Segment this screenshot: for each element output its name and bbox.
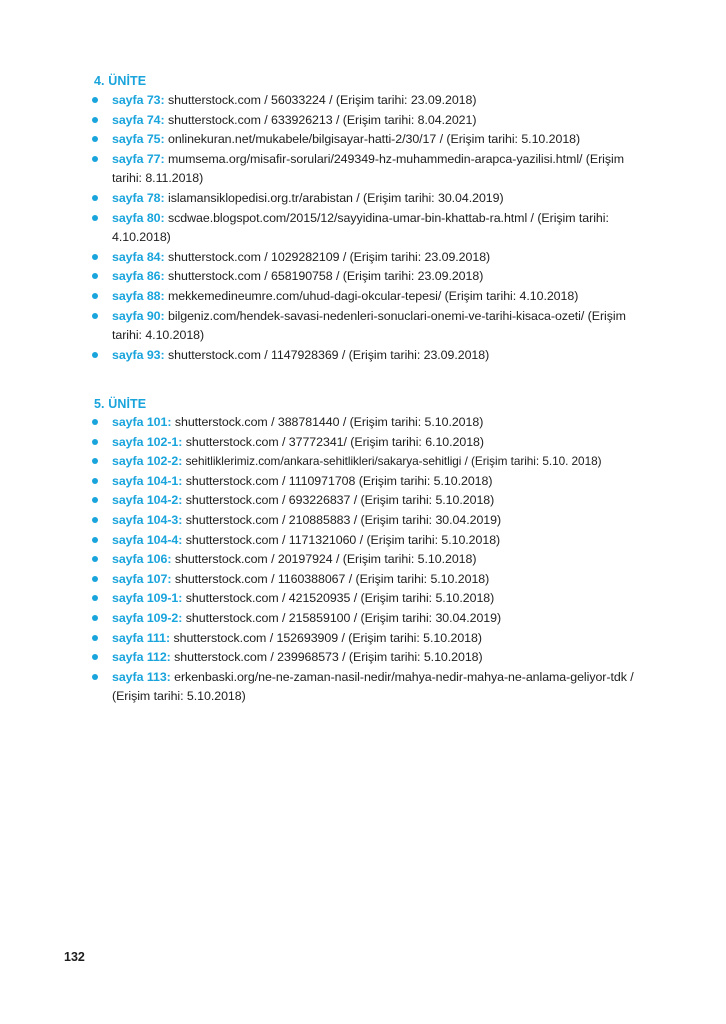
list-item: [0, 130, 726, 150]
unit-4-title: 4. ÜNİTE: [94, 74, 147, 88]
list-item: [0, 307, 726, 346]
bullet-icon: [92, 439, 98, 445]
list-item: [0, 609, 726, 629]
bullet-icon: [92, 674, 98, 680]
bullet-icon: [92, 215, 98, 221]
source-text: shutterstock.com / 388781440 / (Erişim tarihi: 5.10.2018): [171, 415, 484, 429]
source-text: shutterstock.com / 1147928369 / (Erişim tarihi: 23.09.2018): [164, 347, 490, 362]
page-reference: sayfa 109-1:: [112, 591, 183, 606]
bullet-icon: [92, 117, 98, 123]
list-item: [0, 570, 726, 590]
list-item: [0, 511, 726, 531]
source-text: shutterstock.com / 56033224 / (Erişim tarihi: 23.09.2018): [164, 93, 477, 107]
list-item: [0, 589, 726, 609]
page-reference: sayfa 106:: [112, 552, 172, 567]
source-text: islamansiklopedisi.org.tr/arabistan / (Erişim tarihi: 30.04.2019): [164, 190, 504, 205]
list-item: [0, 629, 726, 649]
list-item: [0, 91, 726, 111]
source-text: mekkemedineumre.com/uhud-dagi-okcular-tepesi/ (Erişim tarihi: 4.10.2018): [164, 288, 579, 303]
source-text: shutterstock.com / 20197924 / (Erişim tarihi: 5.10.2018): [171, 552, 477, 567]
source-text: shutterstock.com / 1171321060 / (Erişim tarihi: 5.10.2018): [182, 532, 501, 547]
source-text: shutterstock.com / 1110971708 (Erişim tarihi: 5.10.2018): [182, 473, 493, 488]
list-item: [0, 668, 726, 707]
bullet-icon: [92, 654, 98, 660]
page-reference: sayfa 104-1:: [112, 473, 183, 488]
source-text: shutterstock.com / 633926213 / (Erişim tarihi: 8.04.2021): [164, 112, 477, 127]
page-reference: sayfa 109-2:: [112, 610, 183, 625]
page-reference: sayfa 112:: [112, 650, 171, 665]
list-item: [0, 413, 726, 433]
page-reference: sayfa 107:: [112, 571, 172, 586]
source-text: scdwae.blogspot.com/2015/12/sayyidina-umar-bin-khattab-ra.html / (Erişim tarihi: 4.10.2018): [112, 210, 609, 245]
list-item: [0, 209, 726, 248]
bullet-icon: [92, 537, 98, 543]
source-text: shutterstock.com / 693226837 / (Erişim tarihi: 5.10.2018): [182, 493, 495, 508]
bullet-icon: [92, 195, 98, 201]
source-text: shutterstock.com / 239968573 / (Erişim tarihi: 5.10.2018): [170, 650, 483, 665]
page-reference: sayfa 73:: [112, 93, 165, 107]
source-text: shutterstock.com / 658190758 / (Erişim tarihi: 23.09.2018): [164, 269, 484, 284]
list-item: [0, 287, 726, 307]
source-text: erkenbaski.org/ne-ne-zaman-nasil-nedir/mahya-nedir-mahya-ne-anlama-geliyor-tdk / (Erişim tarihi: 5.10.2018): [112, 669, 634, 704]
page-reference: sayfa 104-4:: [112, 532, 183, 547]
page-reference: sayfa 78:: [112, 190, 165, 205]
source-text: shutterstock.com / 1029282109 / (Erişim tarihi: 23.09.2018): [164, 249, 491, 264]
bullet-icon: [92, 615, 98, 621]
source-text: mumsema.org/misafir-sorulari/249349-hz-muhammedin-arapca-yazilisi.html/ (Erişim tarihi: 8.11.2018): [112, 151, 624, 186]
list-item: [0, 248, 726, 268]
bullet-icon: [92, 556, 98, 562]
page-reference: sayfa 80:: [112, 210, 165, 225]
source-text: shutterstock.com / 37772341/ (Erişim tarihi: 6.10.2018): [182, 434, 484, 449]
bullet-icon: [92, 478, 98, 484]
source-text: shutterstock.com / 152693909 / (Erişim tarihi: 5.10.2018): [170, 630, 482, 645]
page-reference: sayfa 84:: [112, 249, 165, 264]
source-text: shutterstock.com / 215859100 / (Erişim tarihi: 30.04.2019): [182, 610, 502, 625]
list-item: [0, 433, 726, 453]
bullet-icon: [92, 156, 98, 162]
bullet-icon: [92, 595, 98, 601]
list-item: [0, 346, 726, 366]
unit-4-source-list: [0, 91, 726, 365]
page-reference: sayfa 101:: [112, 415, 172, 429]
bullet-icon: [92, 136, 98, 142]
list-item: [0, 531, 726, 551]
page-reference: sayfa 86:: [112, 269, 165, 284]
source-text: onlinekuran.net/mukabele/bilgisayar-hatti-2/30/17 / (Erişim tarihi: 5.10.2018): [164, 132, 581, 147]
bullet-icon: [92, 517, 98, 523]
list-item: [0, 491, 726, 511]
bullet-icon: [92, 313, 98, 319]
page-reference: sayfa 77:: [112, 151, 165, 166]
bullet-icon: [92, 293, 98, 299]
unit-5-title: 5. ÜNİTE: [94, 397, 147, 411]
source-text: sehitliklerimiz.com/ankara-sehitlikleri/sakarya-sehitligi / (Erişim tarihi: 5.10. 2018): [182, 454, 602, 469]
page-reference: sayfa 88:: [112, 288, 165, 303]
page-reference: sayfa 102-1:: [112, 434, 183, 449]
list-item: [0, 111, 726, 131]
page-reference: sayfa 111:: [112, 630, 171, 645]
bullet-icon: [92, 419, 98, 425]
page-reference: sayfa 113:: [112, 669, 171, 684]
list-item: [0, 189, 726, 209]
bullet-icon: [92, 352, 98, 358]
page-reference: sayfa 75:: [112, 132, 165, 147]
page-reference: sayfa 102-2:: [112, 454, 183, 469]
source-text: bilgeniz.com/hendek-savasi-nedenleri-sonuclari-onemi-ve-tarihi-kisaca-ozeti/ (Erişim tarihi: 4.10.2018): [112, 308, 626, 343]
bullet-icon: [92, 273, 98, 279]
bullet-icon: [92, 635, 98, 641]
bullet-icon: [92, 576, 98, 582]
page-reference: sayfa 93:: [112, 347, 165, 362]
page-number: 132: [64, 950, 85, 964]
list-item: [0, 550, 726, 570]
bullet-icon: [92, 97, 98, 103]
source-text: shutterstock.com / 210885883 / (Erişim tarihi: 30.04.2019): [182, 512, 502, 527]
bullet-icon: [92, 254, 98, 260]
page-reference: sayfa 104-2:: [112, 493, 183, 508]
page-reference: sayfa 104-3:: [112, 512, 183, 527]
list-item: [0, 267, 726, 287]
list-item: [0, 150, 726, 189]
unit-5-source-list: [0, 413, 726, 707]
bullet-icon: [92, 458, 98, 464]
list-item: [0, 472, 726, 492]
source-text: shutterstock.com / 421520935 / (Erişim tarihi: 5.10.2018): [182, 591, 495, 606]
list-item: [0, 648, 726, 668]
source-text: shutterstock.com / 1160388067 / (Erişim tarihi: 5.10.2018): [171, 571, 490, 586]
page-reference: sayfa 74:: [112, 112, 165, 127]
bullet-icon: [92, 497, 98, 503]
list-item: [0, 452, 726, 472]
page-reference: sayfa 90:: [112, 308, 165, 323]
